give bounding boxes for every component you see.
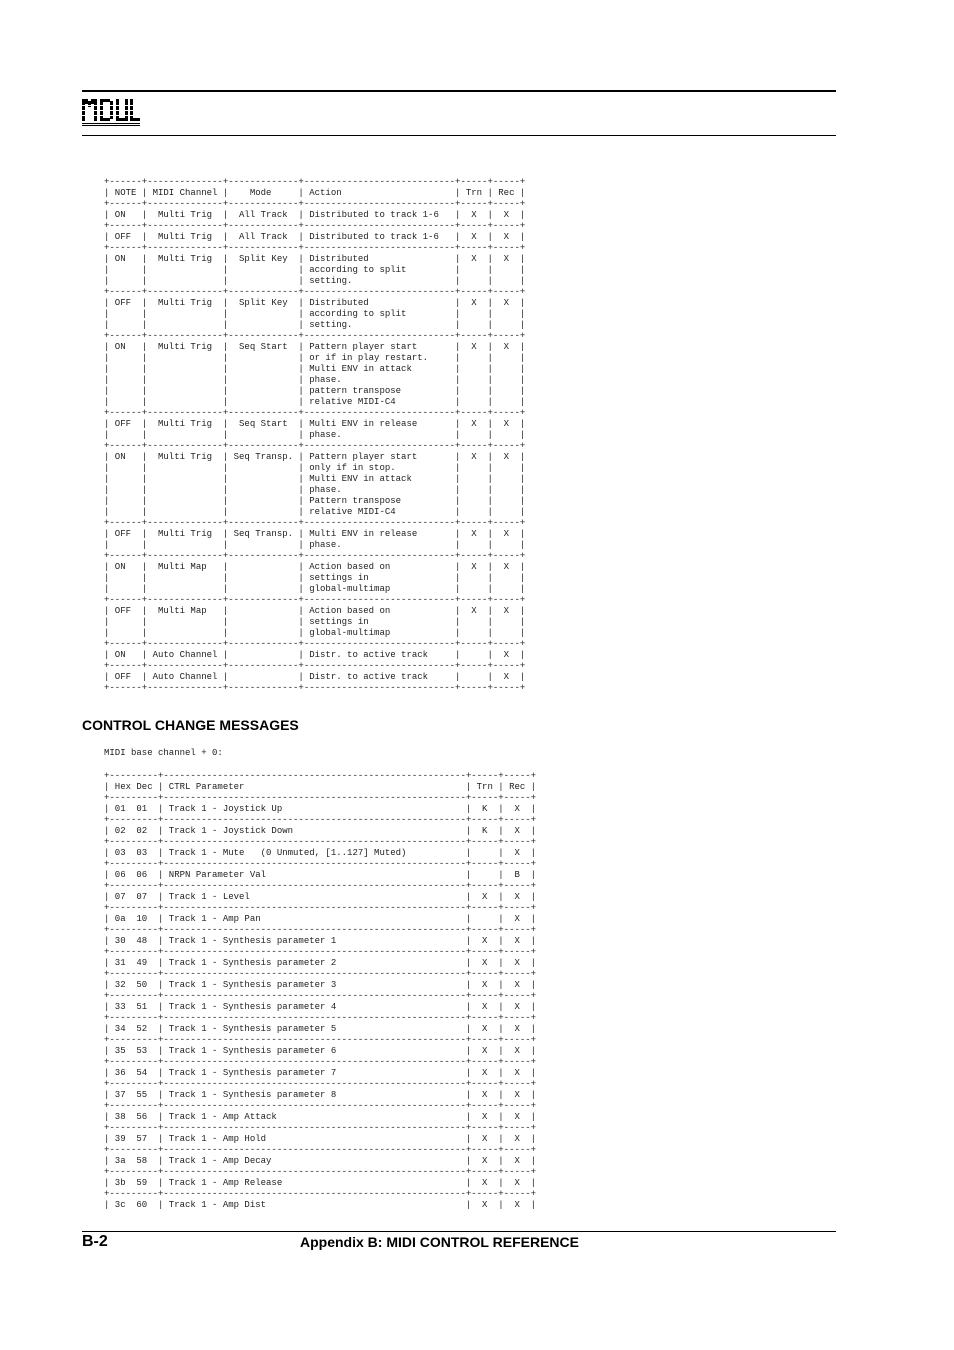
control-change-table: +---------+--------------------------------------------------------+-----+-----+ | Hex Dec | CTRL Parameter | Trn | Rec | +---------+--------------------------------------------------------+-----+-----+ | 01 01 | Track 1 - Joystick Up | K | X | +---------+--------------------------------------------------------+-----+-----+ | 02 02 | Track 1 - Joystick Down | K | X | +---------+--------------------------------------------------------+-----+-----+ | 03 03 | Track 1 - Mute (0 Unmuted, [1..127] Muted) | | X | +---------+--------------------------------------------------------+-----+-----+ | 06 06 | NRPN Parameter Val | | B | +---------+--------------------------------------------------------+-----+-----+ | 07 07 | Track 1 - Level | X | X | +---------+--------------------------------------------------------+-----+-----+ | 0a 10 | Track 1 - Amp Pan | | X | +---------+--------------------------------------------------------+-----+-----+ | 30 48 | Track 1 - Synthesis parameter 1 | X | X | +---------+--------------------------------------------------------+-----+-----+ | 31 49 | Track 1 - Synthesis parameter 2 | X | X | +---------+--------------------------------------------------------+-----+-----+ | 32 50 | Track 1 - Synthesis parameter 3 | X | X | +---------+--------------------------------------------------------+-----+-----+ | 33 51 | Track 1 - Synthesis parameter 4 | X | X | +---------+--------------------------------------------------------+-----+-----+ | 34 52 | Track 1 - Synthesis parameter 5 | X | X | +---------+--------------------------------------------------------+-----+-----+ | 35 53 | Track 1 - Synthesis parameter 6 | X | X | +---------+--------------------------------------------------------+-----+-----+ | 36 54 | Track 1 - Synthesis parameter 7 | X | X | +---------+--------------------------------------------------------+-----+-----+ | 37 55 | Track 1 - Synthesis parameter 8 | X | X | +---------+--------------------------------------------------------+-----+-----+ | 38 56 | Track 1 - Amp Attack | X | X | +---------+--------------------------------------------------------+-----+-----+ | 39 57 | Track 1 - Amp Hold | X | X | +---------+--------------------------------------------------------+-----+-----+ | 3a 58 | Track 1 - Amp Decay | X | X | +---------+--------------------------------------------------------+-----+-----+ | 3b 59 | Track 1 - Amp Release | X | X | +---------+--------------------------------------------------------+-----+-----+ | 3c 60 | Track 1 - Amp Dist | X | X |: [104, 771, 537, 1210]
page-number: B-2: [82, 1233, 108, 1250]
header-rule: [82, 90, 836, 92]
note-message-table: +------+--------------+-------------+----------------------------+-----+-----+ | NOTE | MIDI Channel | Mode | Action | Trn | Rec | +------+--------------+-------------+----------------------------+-----+-----+ | ON | Multi Trig | All Track | Distributed to track 1-6 | X | X | +------+--------------+-------------+----------------------------+-----+-----+ | OFF | Multi Trig | All Track | Distributed to track 1-6 | X | X | +------+--------------+-------------+----------------------------+-----+-----+ | ON | Multi Trig | Split Key | Distributed | X | X | | | | | according to split | | | | | | | setting. | | | +------+--------------+-------------+----------------------------+-----+-----+ | OFF | Multi Trig | Split Key | Distributed | X | X | | | | | according to split | | | | | | | setting. | | | +------+--------------+-------------+----------------------------+-----+-----+ | ON | Multi Trig | Seq Start | Pattern player start | X | X | | | | | or if in play restart. | | | | | | | Multi ENV in attack | | | | | | | phase. | | | | | | | pattern transpose | | | | | | | relative MIDI-C4 | | | +------+--------------+-------------+----------------------------+-----+-----+ | OFF | Multi Trig | Seq Start | Multi ENV in release | X | X | | | | | phase. | | | +------+--------------+-------------+----------------------------+-----+-----+ | ON | Multi Trig | Seq Transp. | Pattern player start | X | X | | | | | only if in stop. | | | | | | | Multi ENV in attack | | | | | | | phase. | | | | | | | Pattern transpose | | | | | | | relative MIDI-C4 | | | +------+--------------+-------------+----------------------------+-----+-----+ | OFF | Multi Trig | Seq Transp. | Multi ENV in release | X | X | | | | | phase. | | | +------+--------------+-------------+----------------------------+-----+-----+ | ON | Multi Map | | Action based on | X | X | | | | | settings in | | | | | | | global-multimap | | | +------+--------------+-------------+----------------------------+-----+-----+ | OFF | Multi Map | | Action based on | X | X | | | | | settings in | | | | | | | global-multimap | | | +------+--------------+-------------+----------------------------+-----+-----+ | ON | Auto Channel | | Distr. to active track | | X | +------+--------------+-------------+----------------------------+-----+-----+ | OFF | Auto Channel | | Distr. to active track | | X | +------+--------------+-------------+----------------------------+-----+-----+: [104, 177, 526, 693]
section-heading: CONTROL CHANGE MESSAGES: [82, 717, 299, 733]
cc-intro-text: MIDI base channel + 0:: [104, 748, 223, 758]
header-underline: [82, 135, 836, 136]
footer-rule: [82, 1231, 836, 1232]
chapter-title: Appendix B: MIDI CONTROL REFERENCE: [300, 1234, 579, 1250]
machinedrum-logo-icon: [82, 97, 140, 127]
